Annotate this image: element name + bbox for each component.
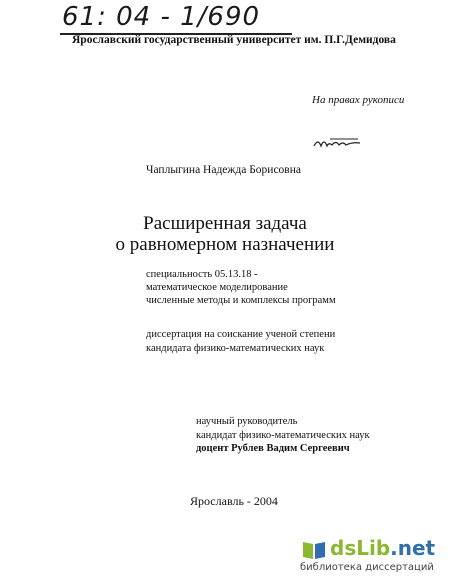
- specialty-code: специальность 05.13.18 -: [146, 269, 258, 280]
- watermark-name: dsLib.net: [330, 536, 436, 560]
- specialty-line: численные методы и комплексы программ: [146, 295, 336, 306]
- author-name: Чаплыгина Надежда Борисовна: [146, 164, 301, 176]
- dissertation-title: [110, 213, 340, 255]
- university-name: Ярославский государственный университет им. П.Г.Демидова: [72, 34, 396, 46]
- watermark-logo: [300, 536, 450, 580]
- specialty-line: математическое моделирование: [146, 282, 288, 293]
- degree-line: диссертация на соискание ученой степени: [146, 329, 336, 340]
- rights-note: На правах рукописи: [312, 94, 405, 106]
- degree-line: кандидата физико-математических наук: [146, 342, 325, 354]
- advisor-degree: кандидат физико-математических наук: [196, 429, 370, 441]
- title-line-2: о равномерном назначении: [115, 234, 335, 255]
- archive-stamp: 61: 04 - 1/690: [62, 2, 261, 32]
- watermark-subtitle: библиотека диссертаций: [300, 562, 434, 573]
- signature-image: [312, 134, 362, 152]
- city-year: Ярославль - 2004: [190, 494, 278, 508]
- book-icon: [300, 538, 328, 562]
- title-line-1: Расширенная задача: [143, 213, 307, 234]
- advisor-name: доцент Рублев Вадим Сергеевич: [196, 443, 350, 454]
- advisor-block: [196, 415, 370, 456]
- specialty-block: [146, 268, 336, 307]
- degree-block: [146, 328, 335, 355]
- advisor-role: научный руководитель: [196, 416, 298, 427]
